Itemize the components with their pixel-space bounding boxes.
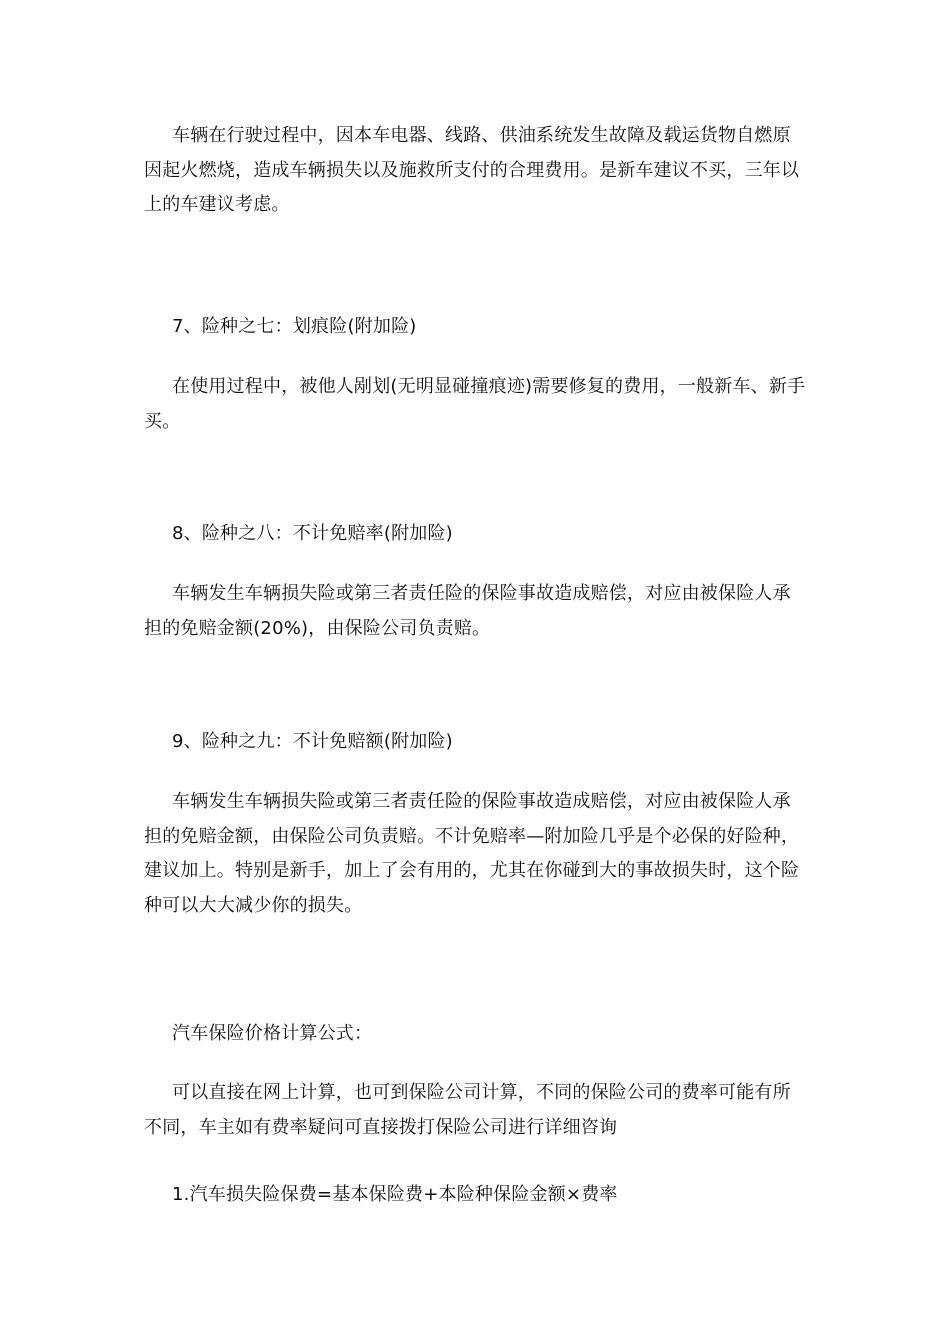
deductible-amount-heading: 9、险种之九：不计免赔额(附加险) — [172, 731, 453, 752]
price-formula-heading: 汽车保险价格计算公式： — [172, 1023, 373, 1044]
scratch-insurance-heading: 7、险种之七：划痕险(附加险) — [172, 316, 417, 337]
scratch-insurance-paragraph: 在使用过程中，被他人剐划(无明显碰撞痕迹)需要修复的费用，一般新车、新手买。 — [144, 376, 806, 432]
deductible-rate-heading: 8、险种之八：不计免赔率(附加险) — [172, 523, 453, 544]
price-formula-paragraph: 可以直接在网上计算，也可到保险公司计算，不同的保险公司的费率可能有所不同，车主如有费率疑问可直接拨打保险公司进行详细咨询 — [144, 1082, 791, 1138]
deductible-amount-paragraph: 车辆发生车辆损失险或第三者责任险的保险事故造成赔偿，对应由被保险人承担的免赔金额，由保险公司负责赔。不计免赔率—附加险几乎是个必保的好险种，建议加上。特别是新手，加上了会有用的，尤其在你碰到大的事故损失时，这个险种可以大大减少你的损失。 — [144, 791, 800, 916]
formula-line-1: 1.汽车损失险保费=基本保险费+本险种保险金额×费率 — [172, 1184, 618, 1205]
deductible-rate-paragraph: 车辆发生车辆损失险或第三者责任险的保险事故造成赔偿，对应由被保险人承担的免赔金额(20%)，由保险公司负责赔。 — [144, 583, 791, 639]
fire-insurance-paragraph: 车辆在行驶过程中，因本车电器、线路、供油系统发生故障及载运货物自燃原因起火燃烧，造成车辆损失以及施救所支付的合理费用。是新车建议不买，三年以上的车建议考虑。 — [144, 125, 800, 215]
